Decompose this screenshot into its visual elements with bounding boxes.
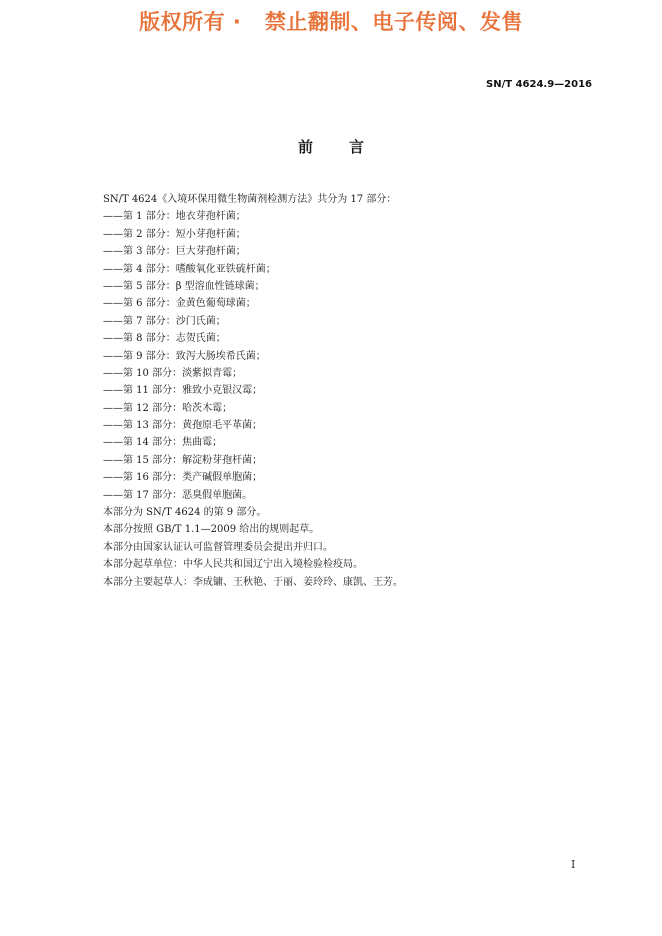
page-title: 前言 [297, 138, 400, 156]
list-item: ——第 6 部分：金黄色葡萄球菌； [103, 298, 256, 310]
list-item: ——第 2 部分：短小芽孢杆菌； [103, 228, 246, 240]
list-item: ——第 11 部分：雅致小克银汉霉； [103, 385, 263, 397]
list-item: ——第 1 部分：地衣芽孢杆菌； [103, 211, 246, 223]
list-item: ——第 5 部分：β 型溶血性链球菌； [103, 280, 265, 292]
list-item: ——第 8 部分：志贺氏菌； [103, 333, 226, 345]
parts-list [103, 208, 603, 504]
list-item: ——第 10 部分：淡紫拟青霉； [103, 367, 243, 379]
paragraph: 本部分按照 GB/T 1.1—2009 给出的规则起草。 [103, 524, 320, 536]
list-item: ——第 16 部分：类产碱假单胞菌； [103, 472, 263, 484]
intro-line: SN/T 4624《入境环保用微生物菌剂检测方法》共分为 17 部分： [103, 194, 397, 205]
list-item: ——第 7 部分：沙门氏菌； [103, 315, 226, 327]
copyright-banner: 版权所有 · 禁止翻制、电子传阅、发售 [139, 10, 523, 34]
closing-paragraphs [103, 504, 603, 591]
list-item: ——第 15 部分：解淀粉芽孢杆菌； [103, 454, 263, 466]
list-item: ——第 9 部分：致泻大肠埃希氏菌； [103, 350, 266, 362]
list-item: ——第 17 部分：恶臭假单胞菌。 [103, 489, 253, 501]
paragraph: 本部分为 SN/T 4624 的第 9 部分。 [103, 507, 267, 519]
standard-code: SN/T 4624.9—2016 [486, 79, 592, 90]
paragraph: 本部分由国家认证认可监督管理委员会提出并归口。 [103, 541, 333, 553]
list-item: ——第 4 部分：嗜酸氧化亚铁硫杆菌； [103, 263, 276, 275]
paragraph: 本部分起草单位：中华人民共和国辽宁出入境检验检疫局。 [103, 559, 363, 571]
page-number: I [571, 858, 576, 871]
paragraph: 本部分主要起草人：李成镛、王秋艳、于丽、姜玲玲、康凯、王芳。 [103, 576, 403, 588]
list-item: ——第 3 部分：巨大芽孢杆菌； [103, 246, 246, 258]
list-item: ——第 13 部分：黄孢原毛平革菌； [103, 420, 263, 432]
list-item: ——第 14 部分：焦曲霉； [103, 437, 223, 449]
list-item: ——第 12 部分：哈茨木霉； [103, 402, 233, 414]
foreword-body [103, 191, 603, 591]
